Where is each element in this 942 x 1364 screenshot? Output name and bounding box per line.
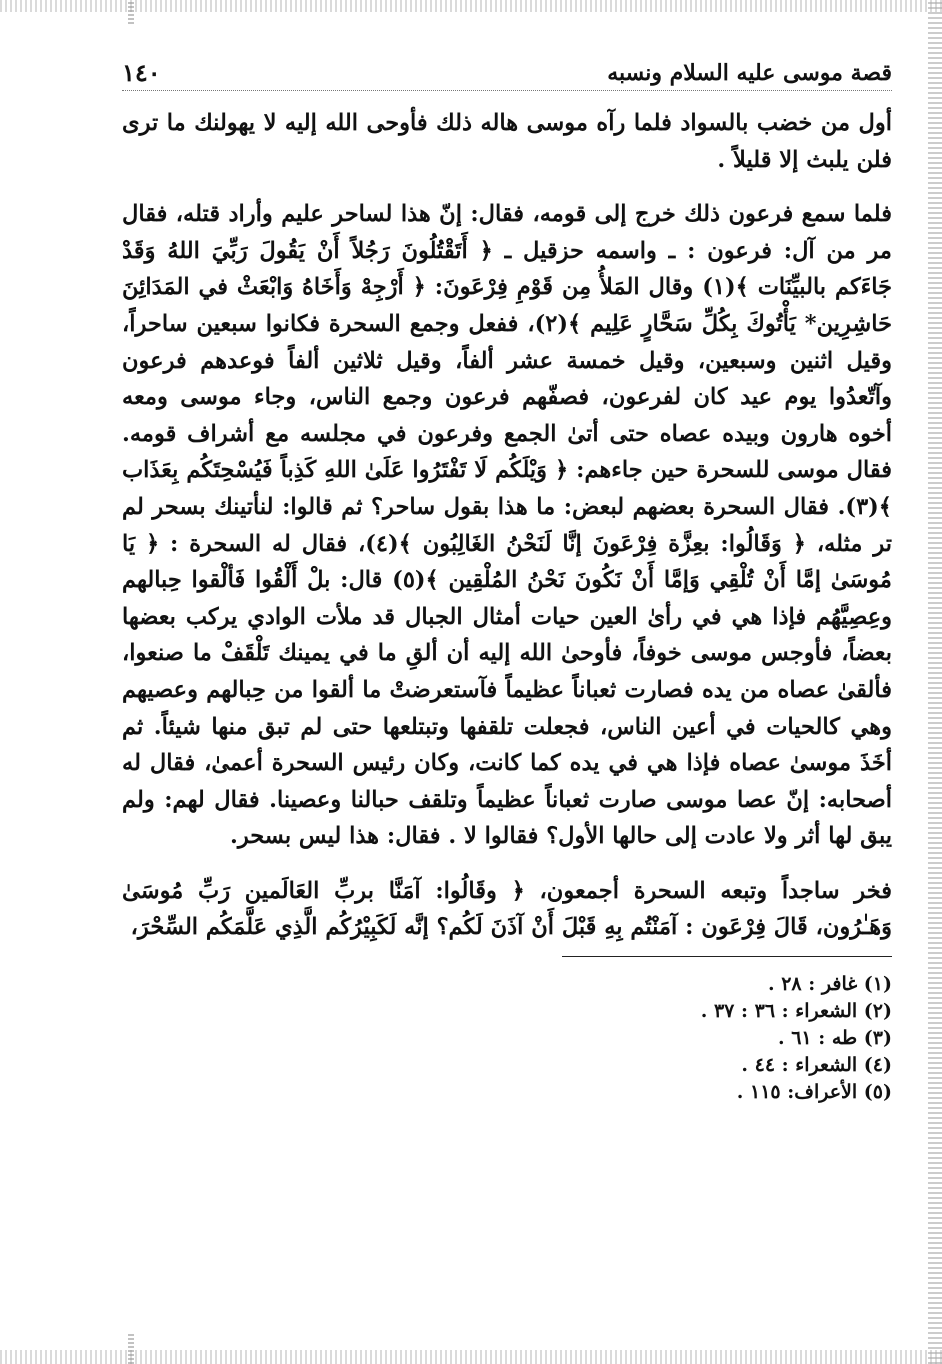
footnote-5: (٥) الأعراف: ١١٥ . <box>736 1081 892 1104</box>
running-header <box>122 58 892 91</box>
footnote-separator <box>562 956 892 957</box>
page-border-right <box>928 0 942 1364</box>
page-number: ١٤٠ <box>122 58 161 87</box>
footnotes <box>122 971 892 1106</box>
footnote-1: (١) غافر : ٢٨ . <box>767 973 892 996</box>
footnote-4: (٤) الشعراء : ٤٤ . <box>741 1054 892 1077</box>
running-title: قصة موسى عليه السلام ونسبه <box>607 60 892 86</box>
page-border-bottom <box>0 1350 942 1364</box>
document-page <box>122 58 892 1106</box>
paragraph-1: أول من خضب بالسواد فلما رآه موسى هاله ذلك فأوحى الله إليه لا يهولنك ما ترى فلن يلبث إلا قليلاً . <box>122 110 892 173</box>
binding-mark-top <box>128 0 134 24</box>
footnote-2: (٢) الشعراء : ٣٦ : ٣٧ . <box>700 1000 892 1023</box>
footnote-3: (٣) طه : ٦١ . <box>777 1027 892 1050</box>
page-border-top <box>0 0 942 12</box>
binding-mark-bottom <box>128 1334 134 1364</box>
paragraph-3: فخر ساجداً وتبعه السحرة أجمعون، ﴿ وقَالُوا: آمَنَّا بربِّ العَالَمين رَبِّ مُوسَىٰ وَهَـٰرُون، قَالَ فِرْعَون : آمَنْتُم بِهِ قَبْلَ أَنْ آذَنَ لَكُم؟ إنَّه لَكَبِيْرُكُم الَّذِي عَلَّمَكُم السِّحْرَ، <box>122 877 892 941</box>
paragraph-2: فلما سمع فرعون ذلك خرج إلى قومه، فقال: إنّ هذا لساحر عليم وأراد قتله، فقال مر من آل: فرعون : ـ واسمه حزقيل ـ ﴿ أَتَقْتُلُونَ رَجُلاً أَنْ يَقُولَ رَبِّيَ اللهُ وَقَدْ جَاءَكم بالبيِّنَات ﴾(١) وقال المَلأُ مِن قَوْمِ فِرْعَونَ: ﴿ أَرْجِهْ وَأَخَاهُ وَابْعَثْ في المَدَائِنَ حَاشِرِين* يَأْتُوكَ بِكُلِّ سَحَّارٍ عَلِيم ﴾(٢)، ففعل وجمع السحرة فكانوا سبعين ساحراً، وقيل اثنين وسبعين، وقيل خمسة عشر ألفاً، وقيل ثلاثين ألفاً فوعدهم فرعون وآتّعدُوا يوم عيد كان لفرعون، فصفّهم فرعون وجمع الناس، وجاء موسى ومعه أخوه هارون وبيده عصاه حتى أتىٰ الجمع وفرعون في مجلسه مع أشراف قومه. فقال موسى للسحرة حين جاءهم: ﴿ وَيْلَكُم لَا تَفْتَرُوا عَلَىٰ اللهِ كَذِباً فَيُسْحِتَكُم بِعَذَاب ﴾(٣). فقال السحرة بعضهم لبعض: ما هذا بقول ساحر؟ ثم قالوا: لنأتينك بسحر لم تر مثله، ﴿ وَقَالُوا: بعِزَّة فِرْعَونَ إنَّا لَنَحْنُ الغَالِبُون ﴾(٤)، فقال له السحرة : ﴿ يَا مُوسَىٰ إمَّا أَنْ تُلْقِي وَإمَّا أَنْ نَكُونَ نَحْنُ المُلْقِين ﴾(٥) قال: بلْ أَلْقُوا فَألْقوا حِبالهم وعِصِيَّهُم فإذا هي في رأىٰ العين حيات أمثال الجبال قد ملأت الوادي يركب بعضها بعضاً، فأوجس موسى خوفاً، فأوحىٰ الله إليه أن ألقِ ما في يمينك تَلْقَفْ ما صنعوا، فألقىٰ عصاه من يده فصارت ثعباناً عظيماً فآستعرضتْ ما ألقوا من حِبالهم وعصيهم وهي كالحيات في أعين الناس، فجعلت تلقفها وتبتلعها حتى لم تبق منها شيئاً. ثم أخَذَ موسىٰ عصاه فإذا هي في يده كما كانت، وكان رئيس السحرة أعمىٰ، فقال له أصحابه: إنّ عصا موسى صارت ثعباناً عظيماً وتلقف حبالنا وعصينا. فقال لهم: ولم يبق لها أثر ولا عادت إلى حالها الأول؟ فقالوا لا . فقال: هذا ليس بسحر. <box>122 201 893 850</box>
